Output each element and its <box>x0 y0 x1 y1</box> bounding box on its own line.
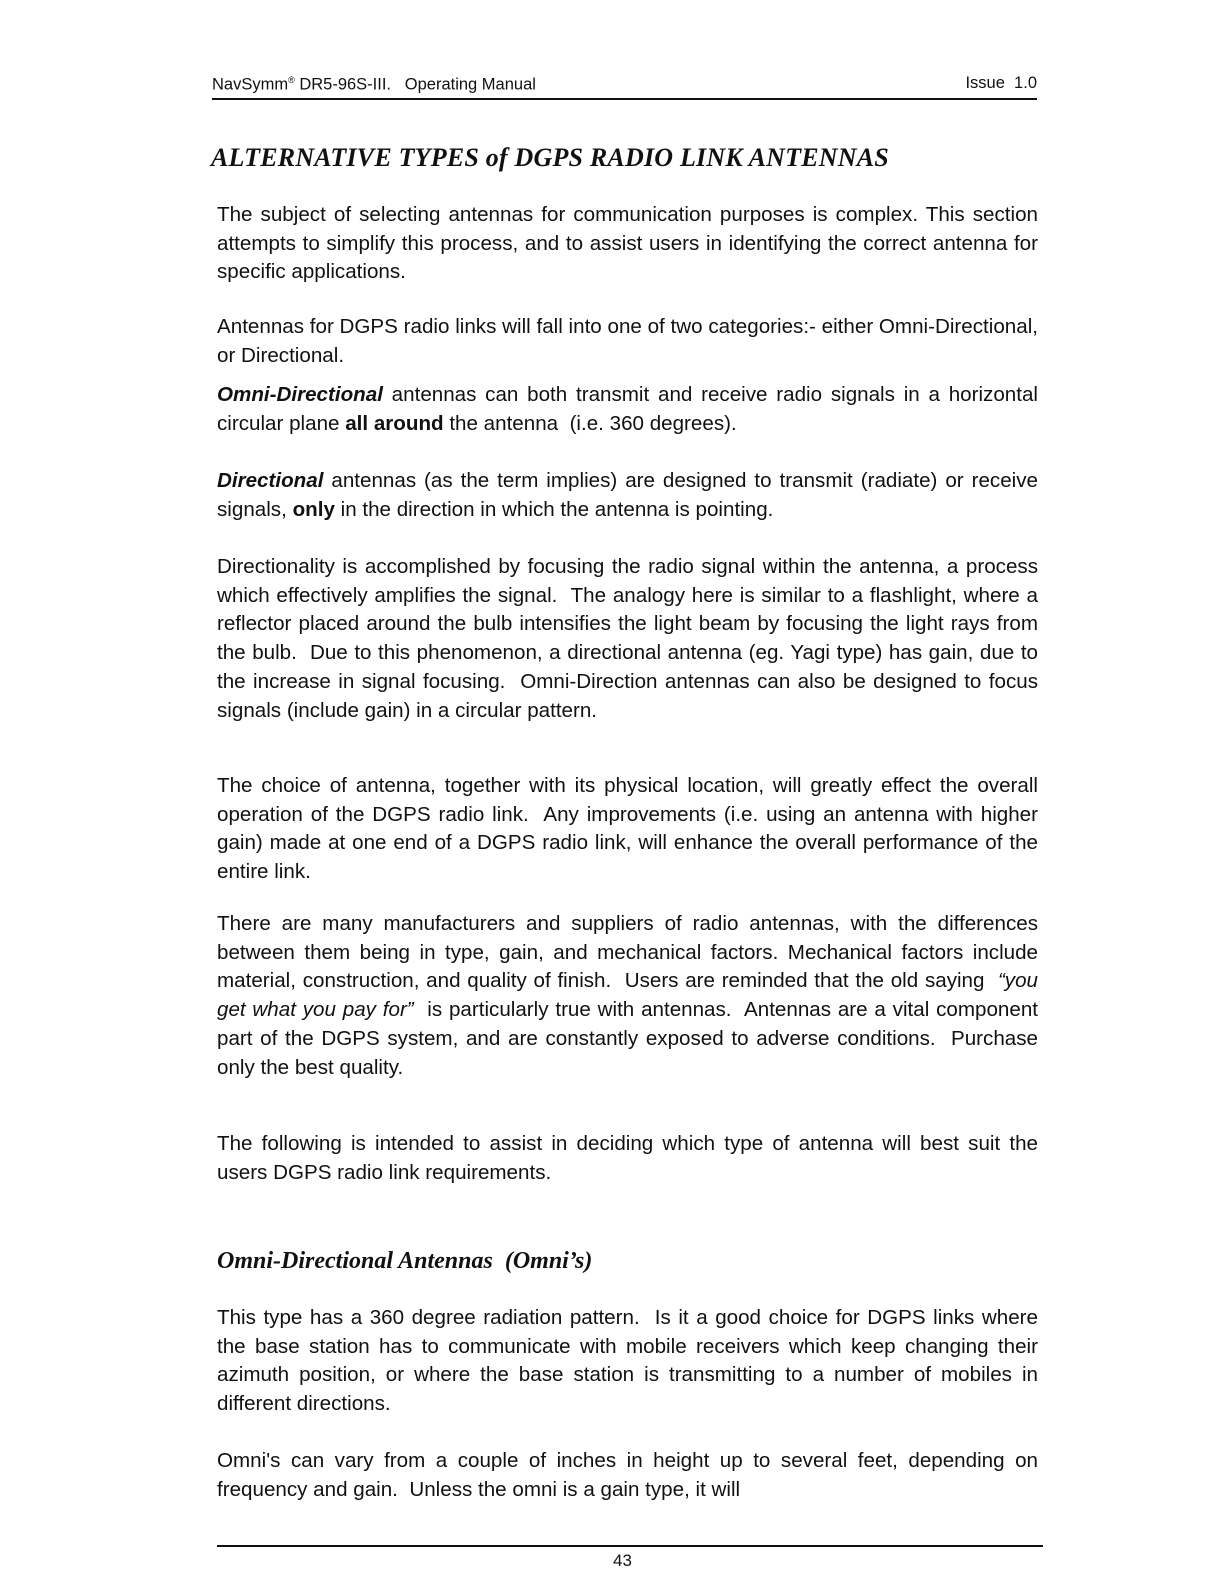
paragraph-text: Directionality is accomplished by focusing the radio signal within the antenna, a process which effectively amplifies the signal. The analogy here is similar to a flashlight, where a reflector placed around the bulb intensifies the light beam by focusing the light rays from the bulb. Due to this phenomenon, a directional antenna (eg. Yagi type) has gain, due to the increase in signal focusing. Omni-Direction antennas can also be designed to focus signals (include gain) in a circular pattern. <box>217 555 1044 722</box>
body-paragraph <box>217 910 1044 1082</box>
emphasis-text: “you get what you pay for” <box>217 969 1044 1022</box>
header-issue: Issue 1.0 <box>965 74 1037 92</box>
body-paragraph <box>217 1130 1044 1187</box>
body-paragraph <box>217 1447 1044 1504</box>
registered-mark: ® <box>288 75 295 85</box>
subsection-title: Omni-Directional Antennas (Omni’s) <box>217 1248 593 1274</box>
paragraph-text: the antenna (i.e. 360 degrees). <box>443 411 737 435</box>
paragraph-text: is particularly true with antennas. Antennas are a vital component part of the DGPS system, and are constantly exposed to adverse conditions. Purchase only the best quality. <box>217 998 1044 1079</box>
paragraph-text: Omni's can vary from a couple of inches in height up to several feet, depending on frequency and gain. Unless the omni is a gain type, it will <box>217 1449 1044 1501</box>
paragraph-text: The subject of selecting antennas for communication purposes is complex. This section attempts to simplify this process, and to assist users in identifying the correct antenna for specific applications. <box>217 203 1044 284</box>
body-paragraph <box>217 1304 1044 1419</box>
page-number: 43 <box>613 1551 632 1570</box>
emphasis-text: Omni-Directional <box>217 383 383 406</box>
section-title: ALTERNATIVE TYPES of DGPS RADIO LINK ANTENNAS <box>211 143 889 172</box>
emphasis-text: all around <box>345 411 444 435</box>
body-paragraph <box>217 313 1044 370</box>
emphasis-text: Directional <box>217 469 324 492</box>
header-brand: NavSymm <box>212 75 289 94</box>
header-manual-name: DR5-96S-III. Operating Manual <box>294 75 536 94</box>
paragraph-text: This type has a 360 degree radiation pattern. Is it a good choice for DGPS links where the base station has to communicate with mobile receivers which keep changing their azimuth position, or where the base station is transmitting to a number of mobiles in different directions. <box>217 1306 1044 1416</box>
paragraph-text: in the direction in which the antenna is pointing. <box>334 497 774 521</box>
body-paragraph <box>217 201 1044 287</box>
header-title <box>212 75 536 95</box>
paragraph-text: The choice of antenna, together with its physical location, will greatly effect the overall operation of the DGPS radio link. Any improvements (i.e. using an antenna with higher gain) made at one end of a DGPS radio link, will enhance the overall performance of the entire link. <box>217 774 1044 884</box>
footer-rule <box>217 1545 1043 1547</box>
paragraph-text: antennas can both transmit and receive radio signals in a horizontal circular plane <box>217 383 1044 435</box>
paragraph-text: Antennas for DGPS radio links will fall into one of two categories:- either Omni-Directional, or Directional. <box>217 315 1044 367</box>
body-paragraph <box>217 381 1044 438</box>
page-header <box>212 74 1037 100</box>
paragraph-text: antennas (as the term implies) are designed to transmit (radiate) or receive signals, <box>217 469 1044 521</box>
paragraph-text: The following is intended to assist in deciding which type of antenna will best suit the users DGPS radio link requirements. <box>217 1132 1044 1184</box>
body-paragraph <box>217 772 1044 887</box>
paragraph-text: There are many manufacturers and suppliers of radio antennas, with the differences between them being in type, gain, and mechanical factors. Mechanical factors include material, construction, and quality of finish. Users are reminded that the old saying <box>217 912 1044 993</box>
emphasis-text: only <box>292 497 335 521</box>
body-paragraph <box>217 553 1044 725</box>
body-paragraph <box>217 467 1044 524</box>
